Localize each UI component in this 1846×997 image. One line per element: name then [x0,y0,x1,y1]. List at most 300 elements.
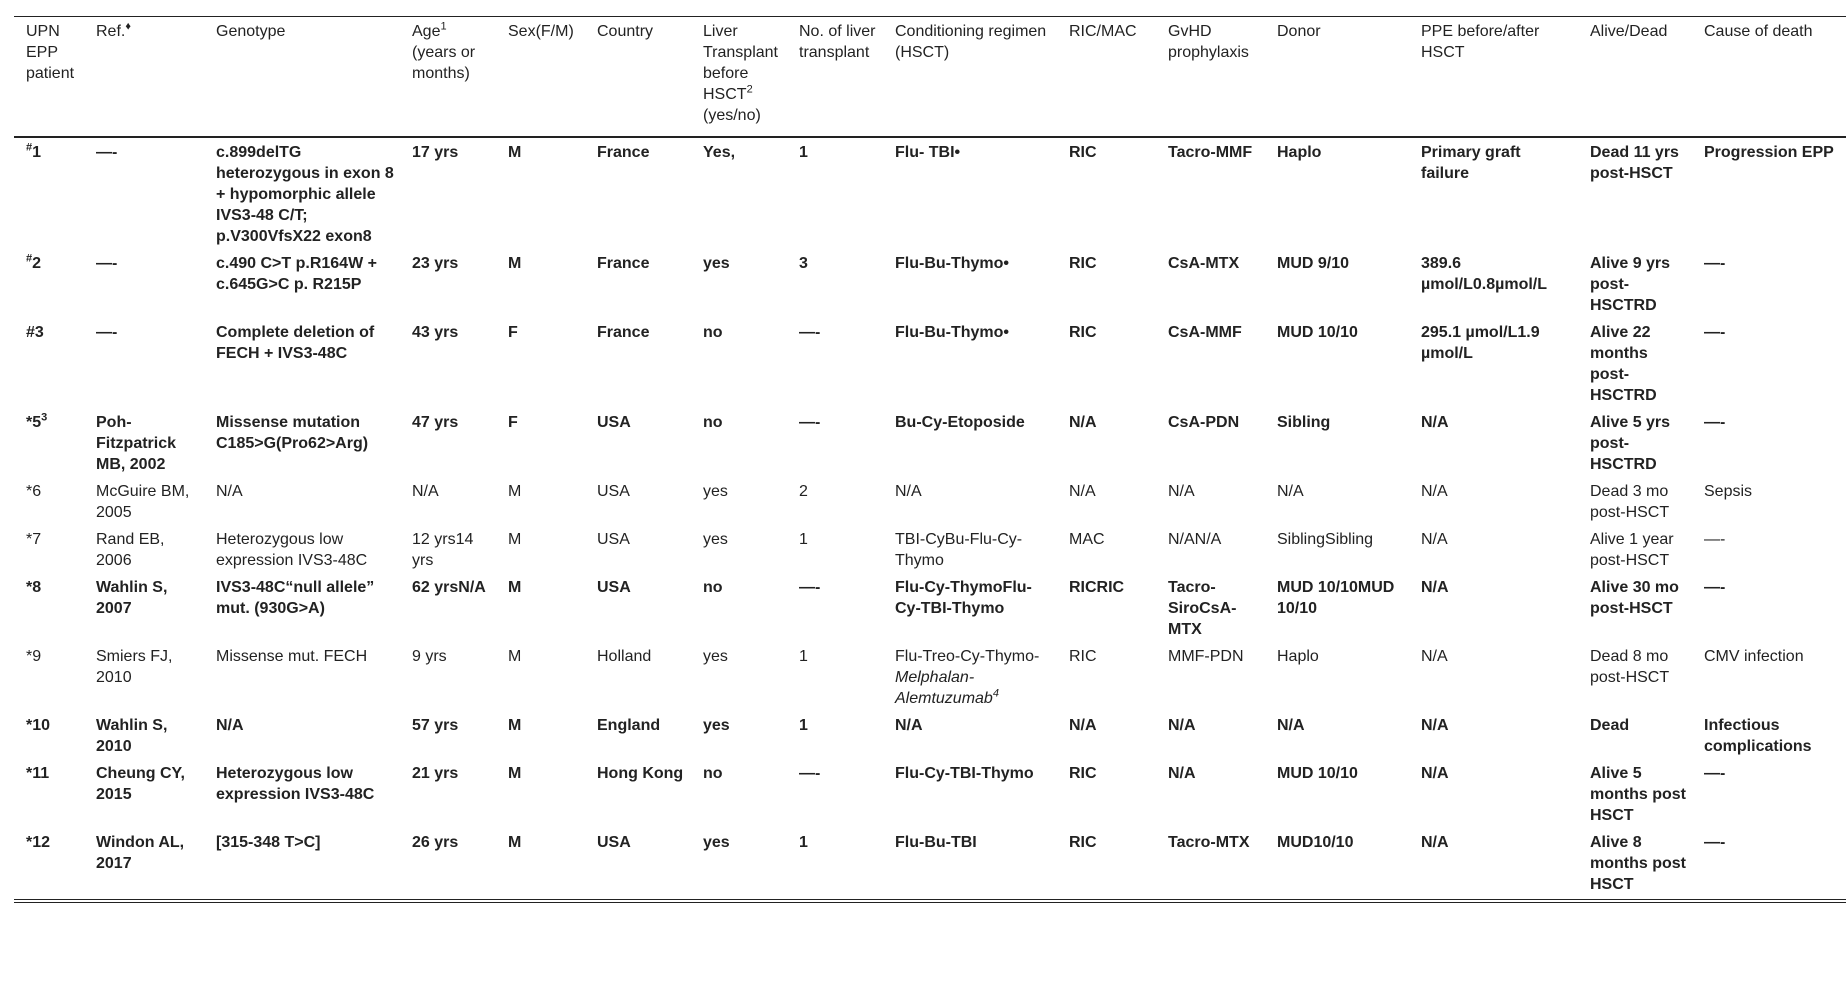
cell-gvhd-prophylaxis-text: CsA-PDN [1168,414,1240,431]
cell-sex [496,477,585,525]
cell-liver-transplant [691,249,787,318]
cell-donor [1265,759,1409,828]
cell-ric-mac-text: RICRIC [1069,579,1125,596]
cell-ric-mac [1057,137,1156,249]
cell-genotype-text: c.490 C>T p.R164W + c.645G>C p. R215P [216,255,377,293]
conditioning-text: Bu-Cy-Etoposide [895,414,1025,431]
cell-upn [14,249,84,318]
cell-sex-text: M [508,255,522,272]
cell-alive-dead-text: Dead [1590,717,1630,734]
cell-ppe [1409,318,1578,408]
table-container [14,16,1846,897]
cell-alive-dead-text: Dead 11 yrs post-HSCT [1590,144,1679,182]
cell-liver-transplant-count-text: 1 [799,834,808,851]
cell-genotype-text: N/A [216,483,243,500]
cell-sex-text: F [508,324,518,341]
cell-liver-transplant-text: yes [703,717,730,734]
cell-cause-of-death-text: —- [1704,414,1726,431]
cell-liver-transplant-count [787,137,883,249]
cell-gvhd-prophylaxis [1156,642,1265,711]
cell-cause-of-death [1692,642,1846,711]
cell-ppe-text: N/A [1421,648,1448,665]
conditioning-text: Flu-Cy-ThymoFlu-Cy-TBI-Thymo [895,579,1032,617]
cell-liver-transplant-count [787,525,883,573]
cell-ric-mac [1057,408,1156,477]
cell-liver-transplant [691,408,787,477]
cell-cause-of-death [1692,525,1846,573]
cell-alive-dead [1578,137,1692,249]
cell-ric-mac-text: RIC [1069,648,1097,665]
cell-donor-text: Sibling [1277,414,1331,431]
cell-age-text: 47 yrs [412,414,459,431]
cell-sex [496,642,585,711]
cell-genotype [204,573,400,642]
cell-age-text: 17 yrs [412,144,459,161]
cell-age-text: 62 yrsN/A [412,579,486,596]
cell-conditioning-regimen [883,477,1057,525]
column-header-label: Conditioning regimen (HSCT) [895,23,1047,61]
cell-reference-text: —- [96,255,118,272]
cell-country-text: USA [597,531,630,548]
cell-donor-text: N/A [1277,717,1305,734]
cell-alive-dead-text: Alive 5 months post HSCT [1590,765,1686,824]
upn-superscript: 3 [41,411,48,424]
cell-cause-of-death-text: —- [1704,579,1726,596]
cell-conditioning-regimen [883,828,1057,897]
cell-ric-mac [1057,573,1156,642]
cell-country [585,408,691,477]
cell-alive-dead-text: Dead 3 mo post-HSCT [1590,483,1670,521]
cell-gvhd-prophylaxis-text: N/A [1168,483,1195,500]
cell-donor [1265,642,1409,711]
cell-liver-transplant-count-text: 2 [799,483,808,500]
cell-ppe [1409,759,1578,828]
cell-age-text: 9 yrs [412,648,447,665]
cell-sex-text: M [508,531,522,548]
cell-liver-transplant-count-text: 3 [799,255,808,272]
cell-age [400,137,496,249]
cell-upn [14,711,84,759]
cell-genotype [204,525,400,573]
cell-genotype-text: Heterozygous low expression IVS3-48C [216,531,368,569]
cell-donor-text: Haplo [1277,144,1322,161]
cell-ppe [1409,525,1578,573]
upn-value: *9 [26,648,42,665]
cell-liver-transplant [691,137,787,249]
table-bottom-rule [14,899,1846,900]
cell-ppe-text: 295.1 µmol/L1.9 µmol/L [1421,324,1540,362]
cell-cause-of-death-text: —- [1704,255,1726,272]
cell-gvhd-prophylaxis-text: N/A [1168,717,1196,734]
cell-liver-transplant [691,573,787,642]
cell-reference [84,711,204,759]
table-row [14,711,1846,759]
cell-ppe-text: 389.6 µmol/L0.8µmol/L [1421,255,1548,293]
table-row [14,642,1846,711]
column-header [883,17,1057,138]
cell-liver-transplant-count [787,318,883,408]
cell-age [400,525,496,573]
cell-cause-of-death-text: Infectious complications [1704,717,1812,755]
cell-gvhd-prophylaxis [1156,525,1265,573]
cell-reference-text: Wahlin S, 2007 [96,579,168,617]
cell-donor [1265,525,1409,573]
cell-genotype-text: Missense mut. FECH [216,648,368,665]
cell-ric-mac-text: RIC [1069,255,1097,272]
cell-liver-transplant-count-text: —- [799,324,821,341]
cell-sex [496,525,585,573]
cell-alive-dead [1578,249,1692,318]
cell-gvhd-prophylaxis-text: MMF-PDN [1168,648,1244,665]
cell-ric-mac [1057,759,1156,828]
cell-liver-transplant-count-text: —- [799,414,821,431]
cell-donor-text: MUD 10/10 [1277,324,1358,341]
cell-age-text: 43 yrs [412,324,459,341]
cell-ppe-text: N/A [1421,765,1449,782]
cell-liver-transplant-count [787,408,883,477]
cell-alive-dead [1578,711,1692,759]
table-row [14,318,1846,408]
conditioning-text: Flu-Bu-Thymo• [895,324,1010,341]
cell-donor-text: MUD10/10 [1277,834,1354,851]
column-header [1265,17,1409,138]
conditioning-text: N/A [895,717,923,734]
table-row [14,828,1846,897]
cell-alive-dead [1578,525,1692,573]
table-row [14,408,1846,477]
cell-conditioning-regimen [883,318,1057,408]
cell-ppe [1409,828,1578,897]
cell-country-text: USA [597,483,630,500]
cell-country [585,573,691,642]
cell-age-text: N/A [412,483,439,500]
cell-country-text: France [597,144,650,161]
column-header [1156,17,1265,138]
cell-liver-transplant [691,318,787,408]
cell-alive-dead [1578,759,1692,828]
column-header [14,17,84,138]
cell-gvhd-prophylaxis-text: N/A [1168,765,1196,782]
cell-genotype [204,408,400,477]
cell-country [585,525,691,573]
column-header-label: RIC/MAC [1069,23,1137,40]
cell-gvhd-prophylaxis [1156,711,1265,759]
cell-age [400,711,496,759]
cell-gvhd-prophylaxis [1156,759,1265,828]
cell-liver-transplant-text: no [703,414,723,431]
column-header-label: PPE before/after HSCT [1421,23,1540,61]
cell-age [400,759,496,828]
cell-upn [14,525,84,573]
cell-ric-mac [1057,477,1156,525]
cell-ppe [1409,137,1578,249]
column-header [1057,17,1156,138]
cell-sex-text: M [508,144,522,161]
cell-country-text: USA [597,414,631,431]
cell-alive-dead-text: Alive 22 months post-HSCTRD [1590,324,1657,404]
cell-country [585,828,691,897]
cell-liver-transplant-text: yes [703,255,730,272]
cell-country-text: USA [597,579,631,596]
cell-cause-of-death-text: —- [1704,324,1726,341]
cell-sex [496,137,585,249]
cell-upn [14,318,84,408]
column-header-label: GvHD prophylaxis [1168,23,1249,61]
cell-liver-transplant-text: no [703,579,723,596]
column-header-label: UPN EPP patient [26,23,75,82]
cell-liver-transplant-count-text: —- [799,579,821,596]
cell-country-text: France [597,324,650,341]
column-header-label: Ref. [96,23,126,40]
upn-value: *10 [26,717,51,734]
cell-age-text: 57 yrs [412,717,459,734]
cell-upn [14,477,84,525]
cell-ppe-text: N/A [1421,483,1448,500]
cell-gvhd-prophylaxis-text: Tacro-MTX [1168,834,1250,851]
cell-genotype [204,642,400,711]
cell-cause-of-death [1692,573,1846,642]
cell-age-text: 12 yrs14 yrs [412,531,474,569]
cell-genotype [204,759,400,828]
cell-reference [84,249,204,318]
cell-reference [84,408,204,477]
cell-sex [496,828,585,897]
cell-liver-transplant-count [787,477,883,525]
cell-gvhd-prophylaxis [1156,477,1265,525]
conditioning-superscript: 4 [992,687,999,700]
cell-sex-text: M [508,834,522,851]
cell-liver-transplant-text: no [703,765,723,782]
cell-conditioning-regimen [883,408,1057,477]
cell-donor-text: MUD 10/10 [1277,765,1358,782]
column-header [1578,17,1692,138]
cell-genotype [204,828,400,897]
conditioning-text: N/A [895,483,922,500]
cell-age [400,249,496,318]
cell-genotype-text: Complete deletion of FECH + IVS3-48C [216,324,375,362]
hsct-epp-table [14,16,1846,897]
column-header-label: Alive/Dead [1590,23,1668,40]
cell-liver-transplant-text: no [703,324,723,341]
column-header [84,17,204,138]
cell-ric-mac [1057,525,1156,573]
cell-reference-text: —- [96,144,118,161]
upn-value: #3 [26,324,44,341]
cell-liver-transplant-count-text: —- [799,765,821,782]
cell-alive-dead [1578,573,1692,642]
upn-prefix-superscript: # [26,252,33,265]
cell-upn [14,573,84,642]
cell-liver-transplant [691,828,787,897]
cell-liver-transplant-count [787,711,883,759]
cell-genotype-text: Missense mutation C185>G(Pro62>Arg) [216,414,369,452]
conditioning-text: Flu-Bu-Thymo• [895,255,1010,272]
cell-donor-text: MUD 9/10 [1277,255,1350,272]
header-row [14,17,1846,138]
cell-ppe [1409,249,1578,318]
cell-genotype-text: N/A [216,717,244,734]
cell-alive-dead-text: Alive 9 yrs post-HSCTRD [1590,255,1671,314]
cell-upn [14,408,84,477]
cell-donor [1265,318,1409,408]
cell-liver-transplant [691,477,787,525]
cell-gvhd-prophylaxis [1156,408,1265,477]
cell-cause-of-death-text: —- [1704,834,1726,851]
cell-donor [1265,477,1409,525]
cell-ppe-text: N/A [1421,531,1448,548]
cell-alive-dead [1578,828,1692,897]
conditioning-text: Flu-Cy-TBI-Thymo [895,765,1034,782]
cell-ric-mac-text: RIC [1069,324,1097,341]
cell-sex-text: M [508,483,522,500]
upn-value: *5 [26,414,42,431]
cell-donor-text: Haplo [1277,648,1319,665]
conditioning-text: TBI-CyBu-Flu-Cy-Thymo [895,531,1023,569]
cell-country-text: Holland [597,648,652,665]
cell-country-text: France [597,255,650,272]
upn-value: *7 [26,531,42,548]
cell-sex [496,759,585,828]
cell-gvhd-prophylaxis-text: Tacro-MMF [1168,144,1253,161]
cell-country-text: USA [597,834,631,851]
upn-value: *8 [26,579,42,596]
cell-alive-dead-text: Alive 1 year post-HSCT [1590,531,1674,569]
cell-reference [84,642,204,711]
cell-cause-of-death [1692,408,1846,477]
cell-reference [84,759,204,828]
cell-cause-of-death [1692,318,1846,408]
cell-conditioning-regimen [883,759,1057,828]
cell-ric-mac [1057,828,1156,897]
cell-reference [84,573,204,642]
cell-sex-text: F [508,414,518,431]
cell-liver-transplant-count [787,249,883,318]
cell-conditioning-regimen [883,525,1057,573]
cell-ppe [1409,711,1578,759]
cell-gvhd-prophylaxis-text: Tacro-SiroCsA-MTX [1168,579,1237,638]
column-header [496,17,585,138]
cell-donor-text: N/A [1277,483,1304,500]
cell-reference [84,318,204,408]
cell-gvhd-prophylaxis-text: CsA-MMF [1168,324,1242,341]
column-header-label: Donor [1277,23,1321,40]
cell-donor-text: MUD 10/10MUD 10/10 [1277,579,1395,617]
cell-liver-transplant-count [787,642,883,711]
cell-age [400,477,496,525]
column-header [787,17,883,138]
cell-upn [14,759,84,828]
cell-ric-mac-text: RIC [1069,765,1097,782]
cell-liver-transplant [691,525,787,573]
column-header-label: Sex(F/M) [508,23,574,40]
cell-reference-text: Windon AL, 2017 [96,834,185,872]
cell-donor [1265,249,1409,318]
cell-ppe-text: Primary graft failure [1421,144,1521,182]
cell-genotype [204,711,400,759]
cell-genotype-text: Heterozygous low expression IVS3-48C [216,765,375,803]
cell-sex-text: M [508,717,522,734]
cell-cause-of-death [1692,759,1846,828]
cell-cause-of-death [1692,137,1846,249]
column-header-label: Cause of death [1704,23,1813,40]
upn-value: 2 [32,255,42,272]
cell-cause-of-death-text: Sepsis [1704,483,1753,500]
upn-value: 1 [32,144,42,161]
cell-genotype-text: IVS3-48C“null allele” mut. (930G>A) [216,579,375,617]
cell-conditioning-regimen [883,573,1057,642]
cell-conditioning-regimen [883,711,1057,759]
cell-ppe-text: N/A [1421,579,1449,596]
cell-country [585,759,691,828]
cell-ric-mac-text: N/A [1069,483,1096,500]
cell-liver-transplant-text: yes [703,648,728,665]
column-header [585,17,691,138]
cell-ric-mac [1057,642,1156,711]
cell-liver-transplant-count [787,573,883,642]
cell-liver-transplant-count [787,759,883,828]
table-row [14,759,1846,828]
cell-alive-dead-text: Alive 30 mo post-HSCT [1590,579,1679,617]
cell-age [400,828,496,897]
cell-liver-transplant-text: Yes, [703,144,736,161]
column-header [1409,17,1578,138]
cell-reference-text: Rand EB, 2006 [96,531,165,569]
cell-age-text: 23 yrs [412,255,459,272]
cell-country-text: England [597,717,661,734]
cell-upn [14,137,84,249]
cell-ppe [1409,477,1578,525]
column-header-superscript: 2 [746,83,753,96]
cell-sex-text: M [508,579,522,596]
cell-cause-of-death [1692,828,1846,897]
cell-cause-of-death [1692,249,1846,318]
column-header-label: Age [412,23,441,40]
cell-country [585,642,691,711]
cell-age [400,642,496,711]
conditioning-text: Flu-Treo-Cy-Thymo- [895,648,1040,665]
cell-ppe-text: N/A [1421,717,1449,734]
column-header-label: Liver Transplant before HSCT [703,23,778,103]
cell-conditioning-regimen [883,137,1057,249]
cell-donor [1265,573,1409,642]
cell-ric-mac [1057,249,1156,318]
cell-gvhd-prophylaxis [1156,137,1265,249]
table-row [14,477,1846,525]
cell-liver-transplant-text: yes [703,483,728,500]
cell-upn [14,828,84,897]
cell-sex [496,249,585,318]
cell-age [400,573,496,642]
upn-prefix-superscript: # [26,141,33,154]
upn-value: *12 [26,834,51,851]
cell-genotype [204,318,400,408]
cell-sex [496,573,585,642]
cell-genotype [204,137,400,249]
cell-sex [496,408,585,477]
cell-alive-dead [1578,318,1692,408]
cell-alive-dead-text: Alive 8 months post HSCT [1590,834,1686,893]
column-header [400,17,496,138]
cell-age [400,408,496,477]
cell-alive-dead-text: Alive 5 yrs post-HSCTRD [1590,414,1671,473]
column-header [204,17,400,138]
cell-ric-mac-text: MAC [1069,531,1105,548]
cell-alive-dead-text: Dead 8 mo post-HSCT [1590,648,1670,686]
cell-gvhd-prophylaxis [1156,318,1265,408]
cell-ppe [1409,642,1578,711]
cell-liver-transplant-count-text: 1 [799,717,808,734]
cell-conditioning-regimen [883,642,1057,711]
